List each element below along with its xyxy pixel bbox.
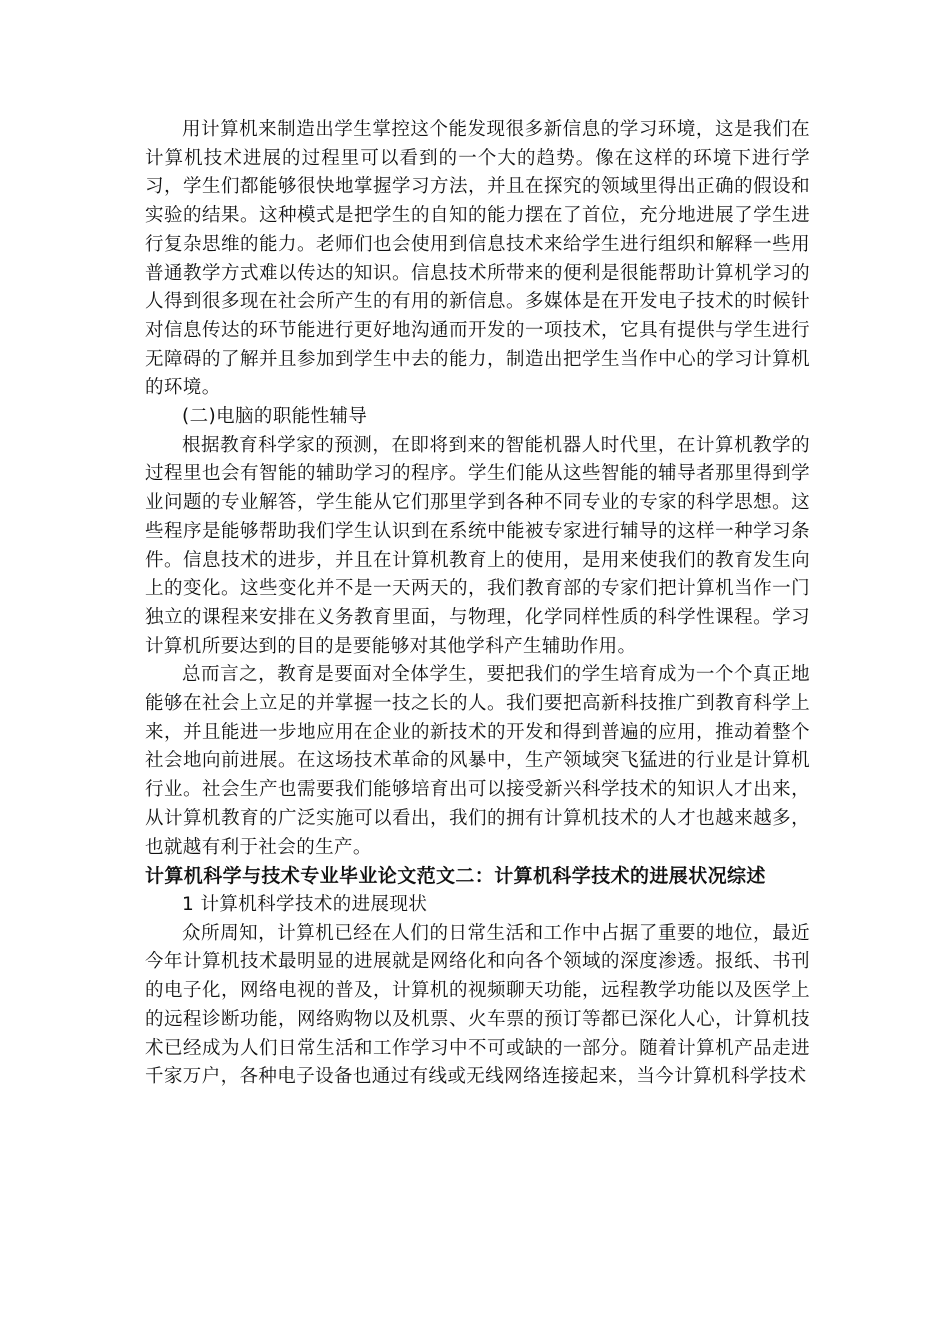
section-title: 计算机科学与技术专业毕业论文范文二：计算机科学技术的进展状况综述	[145, 865, 766, 888]
subheading: (二)电脑的职能性辅导	[182, 406, 368, 428]
body-paragraph: 总而言之，教育是要面对全体学生，要把我们的学生培育成为一个个真正地能够在社会上立足的并掌握一技之长的人。我们要把高新科技推广到教育科学上来，并且能进一步地应用在企业的新技术的开发和得到普遍的应用，推动着整个社会地向前进展。在这场技术革命的风暴中，生产领域突飞猛进的行业是计算机行业。社会生产也需要我们能够培育出可以接受新兴科学技术的知识人才出来，从计算机教育的广泛实施可以看出，我们的拥有计算机技术的人才也越来越多，也就越有利于社会的生产。	[145, 664, 810, 858]
subheading: 1 计算机科学技术的进展现状	[182, 893, 428, 915]
body-paragraph: 根据教育科学家的预测，在即将到来的智能机器人时代里，在计算机教学的过程里也会有智能的辅助学习的程序。学生们能从这些智能的辅导者那里得到学业问题的专业解答，学生能从它们那里学到各种不同专业的专家的科学思想。这些程序是能够帮助我们学生认识到在系统中能被专家进行辅导的这样一种学习条件。信息技术的进步，并且在计算机教育上的使用，是用来使我们的教育发生向上的变化。这些变化并不是一天两天的，我们教育部的专家们把计算机当作一门独立的课程来安排在义务教育里面，与物理，化学同样性质的科学性课程。学习计算机所要达到的目的是要能够对其他学科产生辅助作用。	[145, 434, 810, 657]
document-page	[145, 116, 810, 1092]
body-paragraph: 众所周知，计算机已经在人们的日常生活和工作中占据了重要的地位，最近今年计算机技术最明显的进展就是网络化和向各个领域的深度渗透。报纸、书刊的电子化，网络电视的普及，计算机的视频聊天功能，远程教学功能以及医学上的远程诊断功能，网络购物以及机票、火车票的预订等都已深化人心，计算机技术已经成为人们日常生活和工作学习中不可或缺的一部分。随着计算机产品走进千家万户，各种电子设备也通过有线或无线网络连接起来，当今计算机科学技术	[145, 922, 810, 1088]
body-paragraph: 用计算机来制造出学生掌控这个能发现很多新信息的学习环境，这是我们在计算机技术进展的过程里可以看到的一个大的趋势。像在这样的环境下进行学习，学生们都能够很快地掌握学习方法，并且在探究的领域里得出正确的假设和实验的结果。这种模式是把学生的自知的能力摆在了首位，充分地进展了学生进行复杂思维的能力。老师们也会使用到信息技术来给学生进行组织和解释一些用普通教学方式难以传达的知识。信息技术所带来的便利是很能帮助计算机学习的人得到很多现在社会所产生的有用的新信息。多媒体是在开发电子技术的时候针对信息传达的环节能进行更好地沟通而开发的一项技术，它具有提供与学生进行无障碍的了解并且参加到学生中去的能力，制造出把学生当作中心的学习计算机的环境。	[145, 119, 810, 399]
